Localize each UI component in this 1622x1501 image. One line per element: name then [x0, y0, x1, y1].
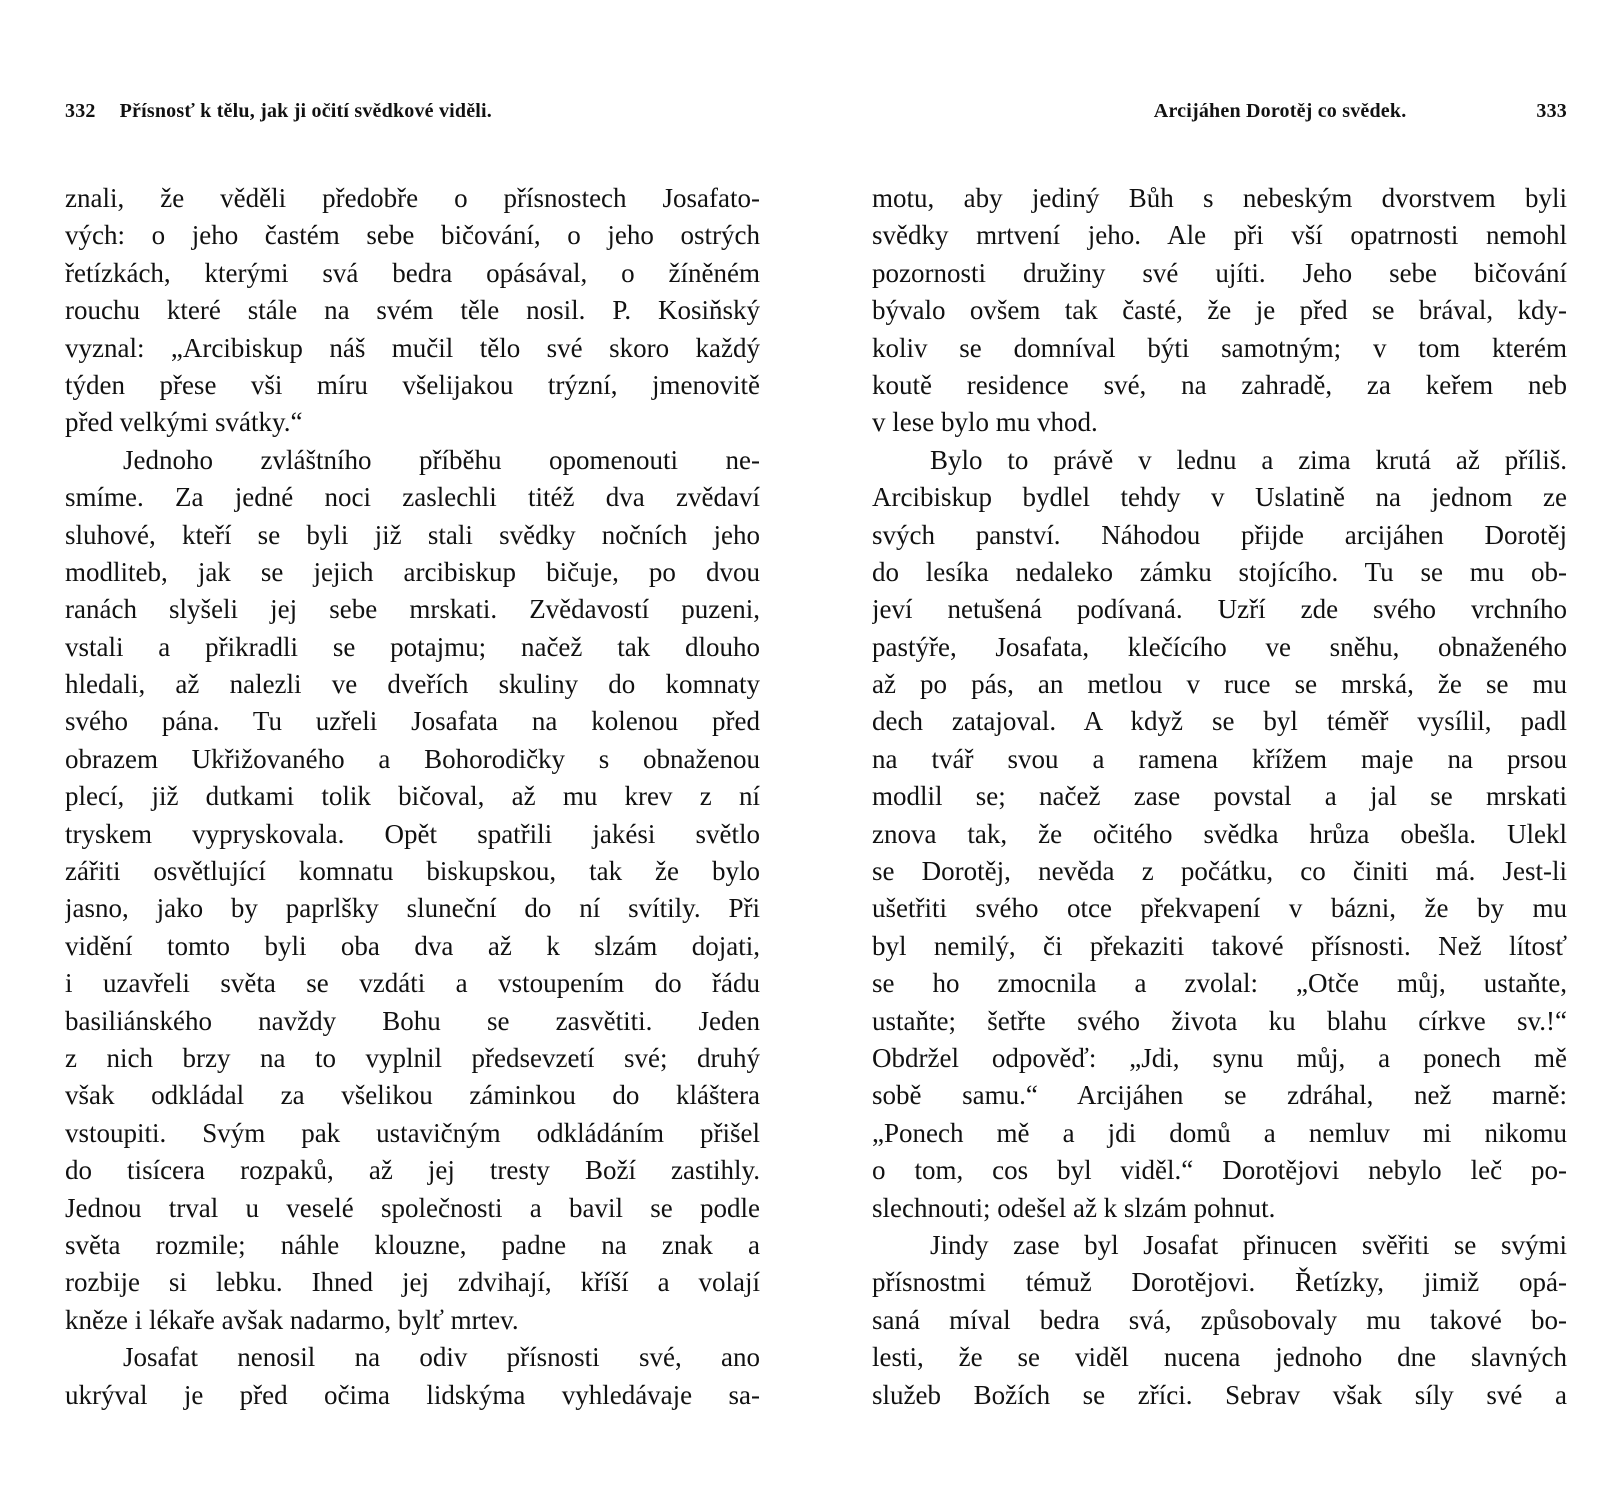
- text-line: lesti, že se viděl nucena jednoho dne slavných: [872, 1342, 1567, 1373]
- text-line: do lesíka nedaleko zámku stojícího. Tu se mu ob-: [872, 556, 1567, 587]
- right-page-number: 333: [1536, 100, 1567, 122]
- left-running-title: Přísnosť k tělu, jak ji očití svědkové viděli.: [119, 100, 493, 122]
- left-page-number: 332: [65, 100, 96, 122]
- text-line: basiliánského navždy Bohu se zasvětiti. Jeden: [65, 1005, 760, 1036]
- text-line: v lese bylo mu vhod.: [872, 407, 1098, 438]
- text-line: do tisícera rozpaků, až jej tresty Boží zastihly.: [65, 1155, 760, 1186]
- text-line: „Ponech mě a jdi domů a nemluv mi nikomu: [872, 1117, 1567, 1148]
- text-line: řetízkách, kterými svá bedra opásával, o žíněném: [65, 257, 760, 288]
- text-line: svědky mrtvení jeho. Ale při vší opatrnosti nemohl: [872, 220, 1567, 251]
- text-line: vých: o jeho častém sebe bičování, o jeho ostrých: [65, 220, 760, 251]
- text-line: z nich brzy na to vyplnil předsevzetí své; druhý: [65, 1042, 760, 1073]
- right-page-text: [872, 180, 1567, 1414]
- text-line: však odkládal za všelikou záminkou do kláštera: [65, 1080, 760, 1111]
- text-line: Bylo to právě v lednu a zima krutá až příliš.: [930, 444, 1567, 475]
- text-line: týden přese vši míru všelijakou trýzní, jmenovitě: [65, 369, 760, 400]
- text-line: i uzavřeli světa se vzdáti a vstoupením do řádu: [65, 968, 760, 999]
- text-line: Josafat nenosil na odiv přísnosti své, ano: [123, 1342, 760, 1373]
- text-line: vidění tomto byli oba dva až k slzám dojati,: [65, 930, 760, 961]
- text-line: byl nemilý, či překaziti takové přísnosti. Než lítosť: [872, 930, 1567, 961]
- text-line: světa rozmile; náhle klouzne, padne na znak a: [65, 1229, 760, 1260]
- right-page: [872, 100, 1567, 1414]
- text-line: smíme. Za jedné noci zaslechli titéž dva zvědaví: [65, 482, 760, 513]
- text-line: znali, že věděli předobře o přísnostech Josafato-: [65, 183, 760, 213]
- text-line: kněze i lékaře avšak nadarmo, bylť mrtev.: [65, 1304, 519, 1335]
- text-line: bývalo ovšem tak časté, že je před se brával, kdy-: [872, 295, 1567, 326]
- text-line: vstali a přikradli se potajmu; načež tak dlouho: [65, 631, 760, 662]
- text-line: rouchu které stále na svém těle nosil. P. Kosiňský: [65, 295, 760, 326]
- text-line: jeví netušená podívaná. Uzří zde svého vrchního: [872, 594, 1567, 625]
- text-line: pozornosti družiny své ujíti. Jeho sebe bičování: [872, 257, 1567, 288]
- text-line: koutě residence své, na zahradě, za keřem neb: [872, 369, 1567, 400]
- text-line: svých panství. Náhodou přijde arcijáhen Dorotěj: [872, 519, 1567, 550]
- text-line: o tom, cos byl viděl.“ Dorotějovi nebylo leč po-: [872, 1155, 1567, 1186]
- text-line: modlil se; načež zase povstal a jal se mrskati: [872, 781, 1567, 812]
- text-line: motu, aby jediný Bůh s nebeským dvorstvem byli: [872, 183, 1567, 213]
- text-line: ranách slyšeli jej sebe mrskati. Zvědavostí puzeni,: [65, 594, 760, 625]
- text-line: saná míval bedra svá, způsobovaly mu takové bo-: [872, 1304, 1567, 1335]
- text-line: rozbije si lebku. Ihned jej zdvihají, kříší a volají: [65, 1267, 760, 1298]
- text-line: ukrýval je před očima lidskýma vyhledávaje sa-: [65, 1379, 760, 1410]
- text-line: plecí, již dutkami tolik bičoval, až mu krev z ní: [65, 781, 760, 812]
- text-line: tryskem vypryskovala. Opět spatřili jakési světlo: [65, 818, 760, 849]
- text-line: obrazem Ukřižovaného a Bohorodičky s obnaženou: [65, 743, 760, 774]
- text-line: ustaňte; šetřte svého života ku blahu církve sv.!“: [872, 1005, 1567, 1036]
- text-line: hledali, až nalezli ve dveřích skuliny do komnaty: [65, 669, 760, 700]
- text-line: slechnouti; odešel až k slzám pohnut.: [872, 1192, 1276, 1223]
- text-line: Arcibiskup bydlel tehdy v Uslatině na jednom ze: [872, 482, 1567, 513]
- left-page: [65, 100, 760, 1414]
- right-running-title: Arcijáhen Dorotěj co svědek.: [1153, 100, 1407, 122]
- text-line: přísnostmi témuž Dorotějovi. Řetízky, jimiž opá-: [872, 1267, 1567, 1298]
- text-line: vyznal: „Arcibiskup náš mučil tělo své skoro každý: [65, 332, 760, 363]
- text-line: znova tak, že očitého svědka hrůza obešla. Ulekl: [872, 818, 1567, 849]
- text-line: vstoupiti. Svým pak ustavičným odkládáním přišel: [65, 1117, 760, 1148]
- text-line: sluhové, kteří se byli již stali svědky nočních jeho: [65, 519, 760, 550]
- text-line: ušetřiti svého otce překvapení v bázni, že by mu: [872, 893, 1567, 924]
- left-page-header: [65, 100, 760, 136]
- right-page-header: [872, 100, 1567, 136]
- text-line: pastýře, Josafata, klečícího ve sněhu, obnaženého: [872, 631, 1567, 662]
- text-line: Obdržel odpověď: „Jdi, synu můj, a ponech mě: [872, 1042, 1567, 1073]
- text-line: až po pás, an metlou v ruce se mrská, že se mu: [872, 669, 1567, 700]
- text-line: sobě samu.“ Arcijáhen se zdráhal, než marně:: [872, 1080, 1567, 1111]
- left-page-text: [65, 180, 760, 1414]
- text-line: svého pána. Tu uzřeli Josafata na kolenou před: [65, 706, 760, 737]
- text-line: zářiti osvětlující komnatu biskupskou, tak že bylo: [65, 856, 760, 887]
- text-line: Jednou trval u veselé společnosti a bavil se podle: [65, 1192, 760, 1223]
- text-line: dech zatajoval. A když se byl téměř vysílil, padl: [872, 706, 1567, 737]
- text-line: modliteb, jak se jejich arcibiskup bičuje, po dvou: [65, 556, 760, 587]
- text-line: jasno, jako by paprlšky sluneční do ní svítily. Při: [65, 893, 760, 924]
- text-line: Jednoho zvláštního příběhu opomenouti ne-: [123, 444, 760, 475]
- text-line: služeb Božích se zříci. Sebrav však síly své a: [872, 1379, 1567, 1410]
- text-line: koliv se domníval býti samotným; v tom kterém: [872, 332, 1567, 363]
- text-line: před velkými svátky.“: [65, 407, 303, 438]
- text-line: Jindy zase byl Josafat přinucen svěřiti se svými: [930, 1229, 1567, 1260]
- text-line: na tvář svou a ramena křížem maje na prsou: [872, 743, 1567, 774]
- text-line: se Dorotěj, nevěda z počátku, co činiti má. Jest-li: [872, 856, 1567, 887]
- text-line: se ho zmocnila a zvolal: „Otče můj, ustaňte,: [872, 968, 1567, 999]
